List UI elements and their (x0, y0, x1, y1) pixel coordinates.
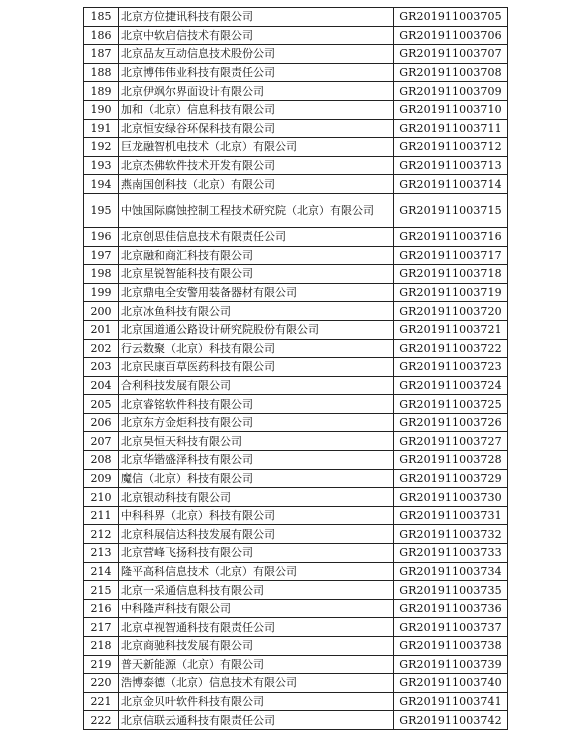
company-certificate-table (83, 7, 508, 730)
row-number-cell: 207 (84, 432, 119, 451)
table-row (84, 711, 508, 730)
company-name-cell: 浩博泰德（北京）信息技术有限公司 (119, 674, 394, 693)
certificate-number-cell: GR201911003706 (394, 26, 508, 45)
company-name-cell: 燕南国创科技（北京）有限公司 (119, 175, 394, 194)
company-name-cell: 北京冰鱼科技有限公司 (119, 302, 394, 321)
certificate-number-cell: GR201911003731 (394, 506, 508, 525)
certificate-number-cell: GR201911003722 (394, 339, 508, 358)
company-name-cell: 北京华锴盛泽科技有限公司 (119, 451, 394, 470)
row-number-cell: 216 (84, 599, 119, 618)
row-number-cell: 206 (84, 413, 119, 432)
row-number-cell: 218 (84, 637, 119, 656)
certificate-number-cell: GR201911003737 (394, 618, 508, 637)
table-row (84, 581, 508, 600)
certificate-number-cell: GR201911003732 (394, 525, 508, 544)
table-row (84, 265, 508, 284)
row-number-cell: 200 (84, 302, 119, 321)
table-row (84, 525, 508, 544)
row-number-cell: 199 (84, 283, 119, 302)
table-row (84, 692, 508, 711)
table-row (84, 358, 508, 377)
row-number-cell: 204 (84, 376, 119, 395)
certificate-number-cell: GR201911003715 (394, 193, 508, 227)
certificate-number-cell: GR201911003709 (394, 82, 508, 101)
table-row (84, 100, 508, 119)
company-name-cell: 隆平高科信息技术（北京）有限公司 (119, 562, 394, 581)
row-number-cell: 209 (84, 469, 119, 488)
row-number-cell: 215 (84, 581, 119, 600)
certificate-number-cell: GR201911003734 (394, 562, 508, 581)
table-row (84, 395, 508, 414)
table-row (84, 175, 508, 194)
table-row (84, 138, 508, 157)
table-row (84, 227, 508, 246)
table-row (84, 451, 508, 470)
table-row (84, 8, 508, 27)
certificate-number-cell: GR201911003726 (394, 413, 508, 432)
company-name-cell: 北京营峰飞扬科技有限公司 (119, 544, 394, 563)
company-name-cell: 北京昊恒天科技有限公司 (119, 432, 394, 451)
row-number-cell: 203 (84, 358, 119, 377)
row-number-cell: 222 (84, 711, 119, 730)
table-row (84, 637, 508, 656)
certificate-number-cell: GR201911003738 (394, 637, 508, 656)
certificate-number-cell: GR201911003727 (394, 432, 508, 451)
table-row (84, 302, 508, 321)
row-number-cell: 185 (84, 8, 119, 27)
row-number-cell: 201 (84, 320, 119, 339)
certificate-number-cell: GR201911003714 (394, 175, 508, 194)
company-name-cell: 中科科界（北京）科技有限公司 (119, 506, 394, 525)
company-name-cell: 北京一采通信息科技有限公司 (119, 581, 394, 600)
company-name-cell: 北京融和商汇科技有限公司 (119, 246, 394, 265)
table-row (84, 376, 508, 395)
row-number-cell: 197 (84, 246, 119, 265)
company-name-cell: 中蚀国际腐蚀控制工程技术研究院（北京）有限公司 (119, 193, 394, 227)
certificate-number-cell: GR201911003740 (394, 674, 508, 693)
company-name-cell: 北京创思佳信息技术有限责任公司 (119, 227, 394, 246)
company-name-cell: 北京鼎电全安警用装备器材有限公司 (119, 283, 394, 302)
table-row (84, 63, 508, 82)
table-row (84, 339, 508, 358)
certificate-number-cell: GR201911003717 (394, 246, 508, 265)
table-row (84, 246, 508, 265)
company-name-cell: 行云数聚（北京）科技有限公司 (119, 339, 394, 358)
certificate-number-cell: GR201911003721 (394, 320, 508, 339)
certificate-number-cell: GR201911003736 (394, 599, 508, 618)
row-number-cell: 196 (84, 227, 119, 246)
company-name-cell: 北京卓视智通科技有限责任公司 (119, 618, 394, 637)
table-row (84, 193, 508, 227)
company-name-cell: 中科隆声科技有限公司 (119, 599, 394, 618)
row-number-cell: 193 (84, 156, 119, 175)
table-row (84, 599, 508, 618)
certificate-number-cell: GR201911003742 (394, 711, 508, 730)
certificate-number-cell: GR201911003705 (394, 8, 508, 27)
certificate-number-cell: GR201911003723 (394, 358, 508, 377)
row-number-cell: 192 (84, 138, 119, 157)
row-number-cell: 214 (84, 562, 119, 581)
row-number-cell: 219 (84, 655, 119, 674)
row-number-cell: 186 (84, 26, 119, 45)
table-row (84, 506, 508, 525)
row-number-cell: 191 (84, 119, 119, 138)
table-row (84, 320, 508, 339)
table-row (84, 618, 508, 637)
row-number-cell: 212 (84, 525, 119, 544)
company-name-cell: 北京品友互动信息技术股份公司 (119, 45, 394, 64)
certificate-number-cell: GR201911003713 (394, 156, 508, 175)
certificate-number-cell: GR201911003710 (394, 100, 508, 119)
company-name-cell: 北京睿铭软件科技有限公司 (119, 395, 394, 414)
table-row (84, 413, 508, 432)
table-row (84, 82, 508, 101)
certificate-number-cell: GR201911003728 (394, 451, 508, 470)
row-number-cell: 221 (84, 692, 119, 711)
company-name-cell: 魔信（北京）科技有限公司 (119, 469, 394, 488)
certificate-number-cell: GR201911003725 (394, 395, 508, 414)
company-name-cell: 北京信联云通科技有限责任公司 (119, 711, 394, 730)
company-name-cell: 北京商驰科技发展有限公司 (119, 637, 394, 656)
table-row (84, 488, 508, 507)
company-name-cell: 北京博伟伟业科技有限责任公司 (119, 63, 394, 82)
certificate-number-cell: GR201911003707 (394, 45, 508, 64)
row-number-cell: 210 (84, 488, 119, 507)
row-number-cell: 213 (84, 544, 119, 563)
row-number-cell: 217 (84, 618, 119, 637)
company-name-cell: 加和（北京）信息科技有限公司 (119, 100, 394, 119)
certificate-number-cell: GR201911003711 (394, 119, 508, 138)
row-number-cell: 198 (84, 265, 119, 284)
certificate-number-cell: GR201911003708 (394, 63, 508, 82)
row-number-cell: 195 (84, 193, 119, 227)
company-name-cell: 普天新能源（北京）有限公司 (119, 655, 394, 674)
company-name-cell: 北京银动科技有限公司 (119, 488, 394, 507)
table-row (84, 283, 508, 302)
row-number-cell: 189 (84, 82, 119, 101)
certificate-number-cell: GR201911003724 (394, 376, 508, 395)
certificate-number-cell: GR201911003719 (394, 283, 508, 302)
table-row (84, 674, 508, 693)
table-row (84, 156, 508, 175)
company-name-cell: 合利科技发展有限公司 (119, 376, 394, 395)
table-row (84, 655, 508, 674)
certificate-number-cell: GR201911003716 (394, 227, 508, 246)
company-name-cell: 北京星锐智能科技有限公司 (119, 265, 394, 284)
company-name-cell: 北京方位捷讯科技有限公司 (119, 8, 394, 27)
row-number-cell: 211 (84, 506, 119, 525)
table-row (84, 544, 508, 563)
row-number-cell: 220 (84, 674, 119, 693)
company-name-cell: 北京国道通公路设计研究院股份有限公司 (119, 320, 394, 339)
certificate-number-cell: GR201911003739 (394, 655, 508, 674)
row-number-cell: 205 (84, 395, 119, 414)
company-name-cell: 北京科展信达科技发展有限公司 (119, 525, 394, 544)
certificate-number-cell: GR201911003720 (394, 302, 508, 321)
certificate-number-cell: GR201911003735 (394, 581, 508, 600)
certificate-number-cell: GR201911003729 (394, 469, 508, 488)
row-number-cell: 188 (84, 63, 119, 82)
table-row (84, 562, 508, 581)
company-name-cell: 北京中软启信技术有限公司 (119, 26, 394, 45)
table-row (84, 45, 508, 64)
certificate-number-cell: GR201911003712 (394, 138, 508, 157)
row-number-cell: 194 (84, 175, 119, 194)
company-name-cell: 北京金贝叶软件科技有限公司 (119, 692, 394, 711)
company-name-cell: 巨龙融智机电技术（北京）有限公司 (119, 138, 394, 157)
row-number-cell: 208 (84, 451, 119, 470)
table-row (84, 26, 508, 45)
certificate-number-cell: GR201911003733 (394, 544, 508, 563)
company-name-cell: 北京杰佛软件技术开发有限公司 (119, 156, 394, 175)
certificate-number-cell: GR201911003730 (394, 488, 508, 507)
table-body (84, 8, 508, 730)
company-name-cell: 北京民康百草医药科技有限公司 (119, 358, 394, 377)
company-name-cell: 北京东方金炬科技有限公司 (119, 413, 394, 432)
company-name-cell: 北京恒安绿谷环保科技有限公司 (119, 119, 394, 138)
row-number-cell: 202 (84, 339, 119, 358)
table-row (84, 469, 508, 488)
table-row (84, 119, 508, 138)
company-name-cell: 北京伊飒尔界面设计有限公司 (119, 82, 394, 101)
row-number-cell: 190 (84, 100, 119, 119)
certificate-number-cell: GR201911003741 (394, 692, 508, 711)
row-number-cell: 187 (84, 45, 119, 64)
table-row (84, 432, 508, 451)
certificate-number-cell: GR201911003718 (394, 265, 508, 284)
